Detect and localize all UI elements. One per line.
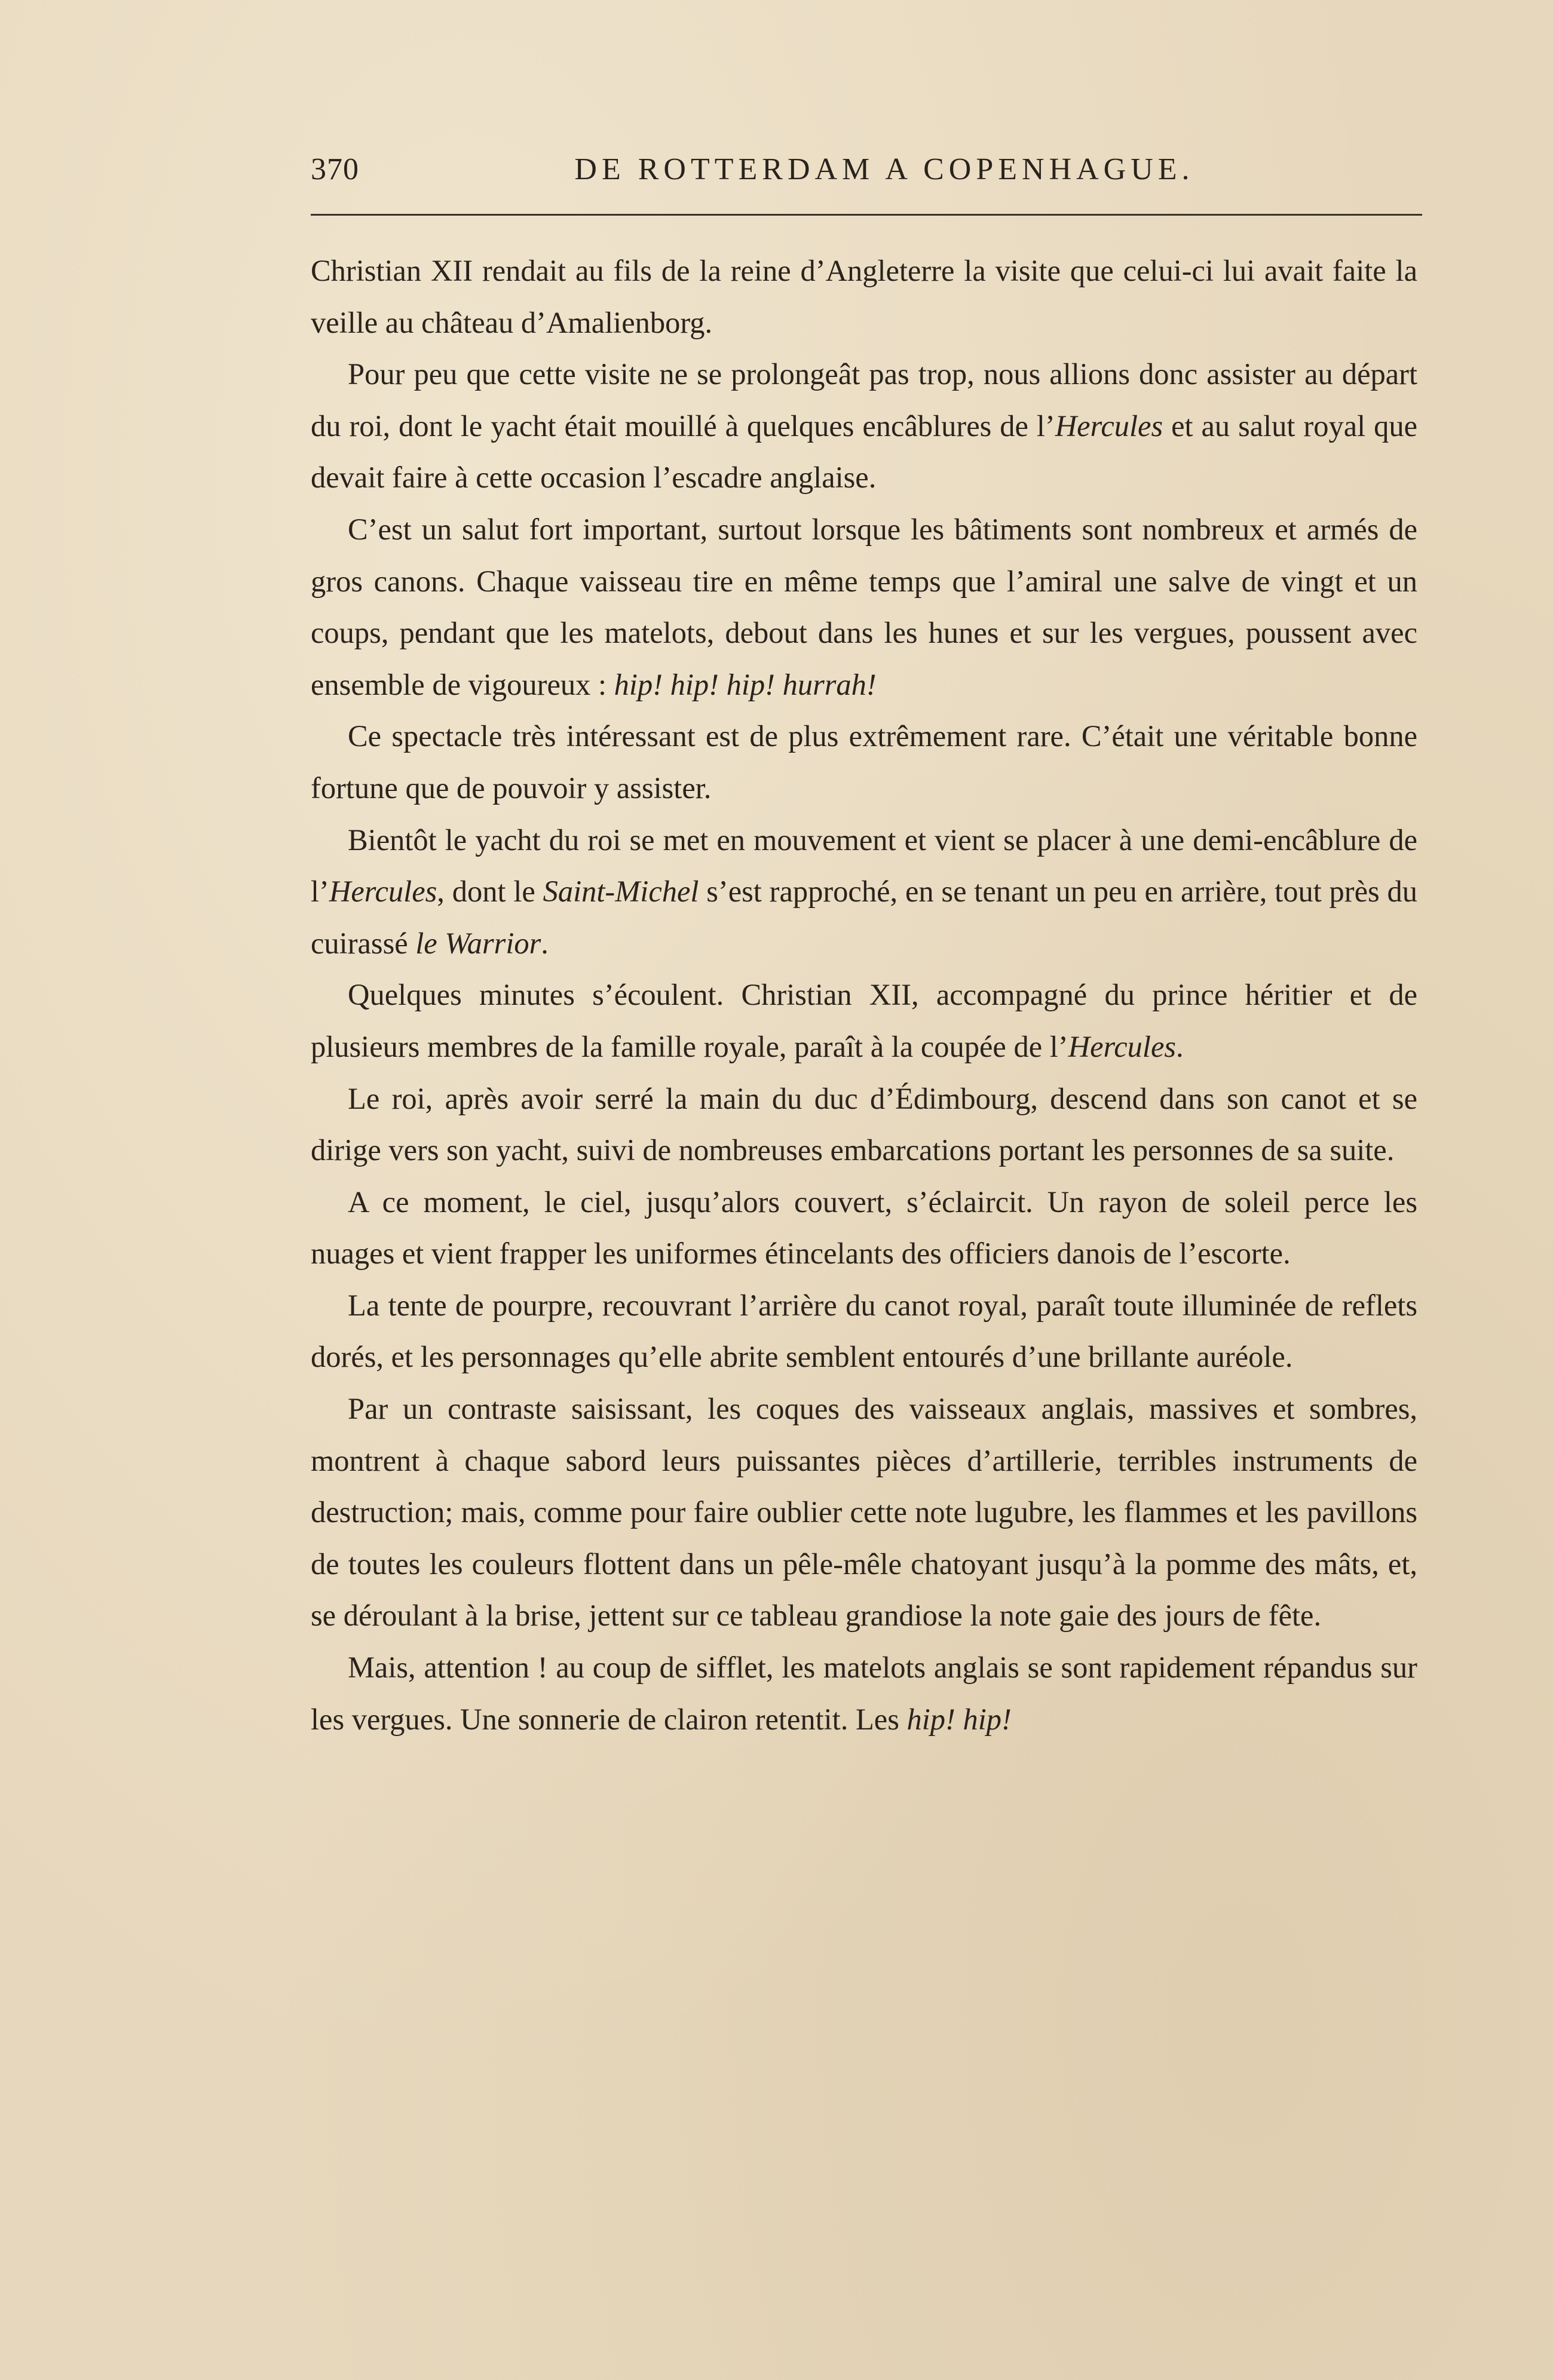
paragraph	[311, 1073, 1417, 1176]
text-segment: A ce moment, le ciel, jusqu’alors couvert, s’éclaircit. Un rayon de soleil perce les nuages et vient frapper les uniformes étincelants des officiers danois de l’escorte.	[311, 1185, 1417, 1271]
paragraph	[311, 1642, 1417, 1745]
italic-text: Hercules	[1055, 409, 1163, 443]
page-number: 370	[311, 152, 359, 186]
text-segment: Mais, attention ! au coup de sifflet, les matelots anglais se sont rapidement répandus sur les vergues. Une sonnerie de clairon retentit. Les	[311, 1651, 1417, 1736]
italic-text: Hercules	[1068, 1029, 1177, 1063]
italic-text: Hercules	[329, 875, 437, 909]
paragraph	[311, 504, 1417, 710]
text-segment: et au salut royal que devait faire à cette occasion l’escadre anglaise.	[311, 409, 1418, 495]
text-segment: Christian XII rendait au fils de la reine d’Angleterre la visite que celui-ci lui avait faite la veille au château d’Amalienborg.	[311, 254, 1417, 339]
text-segment: C’est un salut fort important, surtout lorsque les bâtiments sont nombreux et armés de gros canons. Chaque vaisseau tire en même temps que l’amiral une salve de vingt et un coups, pendant que les matelots, debout dans les hunes et sur les vergues, poussent avec ensemble de vigoureux :	[311, 512, 1417, 701]
text-segment: Le roi, après avoir serré la main du duc d’Édimbourg, descend dans son canot et se dirige vers son yacht, suivi de nombreuses embarcations portant les personnes de sa suite.	[311, 1081, 1417, 1167]
paragraph	[311, 969, 1417, 1072]
text-segment: Pour peu que cette visite ne se prolongeât pas trop, nous allions donc assister au départ du roi, dont le yacht était mouillé à quelques encâblures de l’	[311, 357, 1417, 443]
italic-text: hip! hip! hip! hurrah!	[614, 667, 877, 701]
text-segment: Ce spectacle très intéressant est de plus extrêmement rare. C’était une véritable bonne fortune que de pouvoir y assister.	[311, 719, 1417, 805]
text-segment: Par un contraste saisissant, les coques des vaisseaux anglais, massives et sombres, montrent à chaque sabord leurs puissantes pièces d’artillerie, terribles instruments de destruction; mais, comme pour faire oublier cette note lugubre, les flammes et les pavillons de toutes les couleurs flottent dans un pêle-mêle chatoyant jusqu’à la pomme des mâts, et, se déroulant à la brise, jettent sur ce tableau grandiose la note gaie des jours de fête.	[311, 1392, 1417, 1633]
header-rule	[311, 214, 1422, 216]
paragraph	[311, 1176, 1417, 1280]
italic-text: le Warrior	[415, 926, 541, 960]
paragraph	[311, 1383, 1417, 1642]
text-segment: .	[1176, 1029, 1184, 1063]
italic-text: Saint-Michel	[543, 875, 699, 909]
text-segment: Bientôt le yacht du roi se met en mouvement et vient se placer à une demi-encâblure de l’	[311, 823, 1417, 909]
paragraph	[311, 348, 1417, 504]
page-header	[311, 152, 1422, 194]
body-text	[311, 245, 1417, 1745]
italic-text: hip! hip!	[906, 1702, 1012, 1736]
text-segment: , dont le	[437, 875, 543, 909]
paragraph	[311, 710, 1417, 814]
running-title: DE ROTTERDAM A COPENHAGUE.	[574, 152, 1194, 186]
paragraph	[311, 814, 1417, 970]
text-segment: Quelques minutes s’écoulent. Christian XII, accompagné du prince héritier et de plusieurs membres de la famille royale, paraît à la coupée de l’	[311, 978, 1417, 1063]
text-segment: s’est rapproché, en se tenant un peu en arrière, tout près du cuirassé	[311, 875, 1417, 960]
text-segment: .	[541, 926, 549, 960]
text-segment: La tente de pourpre, recouvrant l’arrière du canot royal, paraît toute illuminée de reflets dorés, et les personnages qu’elle abrite semblent entourés d’une brillante auréole.	[311, 1288, 1417, 1374]
paragraph	[311, 245, 1417, 348]
paragraph	[311, 1280, 1417, 1383]
